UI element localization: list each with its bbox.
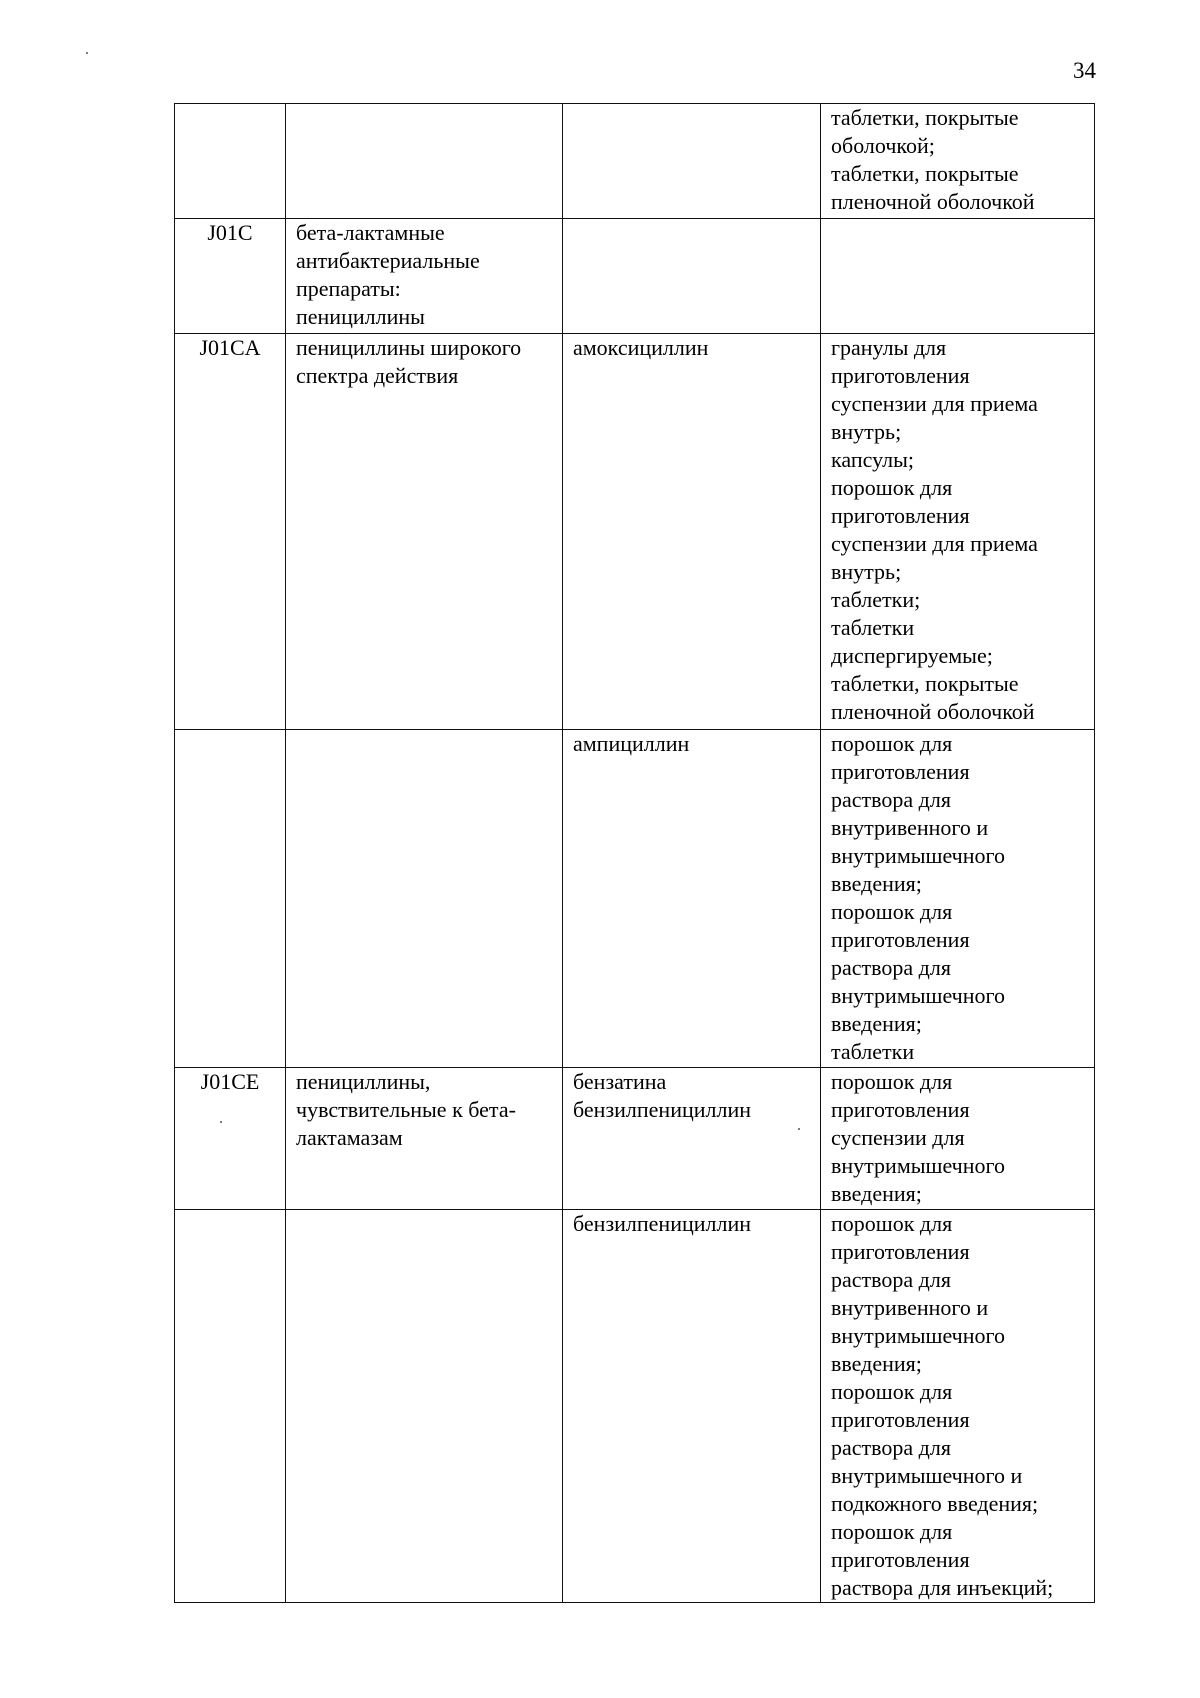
- drug-cell: [563, 219, 821, 334]
- table-row: [175, 334, 1095, 730]
- dosage-forms: таблетки, покрытые оболочкой; таблетки, покрытые пленочной оболочкой: [831, 105, 1035, 214]
- group-cell: [286, 334, 563, 730]
- group-cell: [286, 1068, 563, 1210]
- group-cell: [286, 730, 563, 1068]
- group-cell: [286, 219, 563, 334]
- drug-cell: [563, 730, 821, 1068]
- forms-cell: [821, 219, 1095, 334]
- drug-name: ампициллин: [573, 731, 690, 756]
- forms-cell: [821, 1210, 1095, 1603]
- forms-cell: [821, 730, 1095, 1068]
- medication-table: [174, 103, 1095, 1603]
- dosage-forms: гранулы для приготовления суспензии для приема внутрь; капсулы; порошок для приготовления суспензии для приема внутрь; таблетки; таблетки диспергируемые; таблетки, покрытые пленочной оболочкой: [831, 335, 1038, 724]
- dosage-forms: порошок для приготовления раствора для внутривенного и внутримышечного введения; порошок для приготовления раствора для внутримышечного и подкожного введения; порошок для приготовления раствора для инъекций;: [831, 1211, 1054, 1600]
- forms-cell: [821, 334, 1095, 730]
- table-row: [175, 104, 1095, 219]
- atc-code-cell: [175, 334, 286, 730]
- group-cell: [286, 1210, 563, 1603]
- atc-code: J01CA: [199, 335, 261, 360]
- dosage-forms: порошок для приготовления раствора для внутривенного и внутримышечного введения; порошок для приготовления раствора для внутримышечного введения; таблетки: [831, 731, 1005, 1064]
- drug-name: амоксициллин: [573, 335, 709, 360]
- table-row: [175, 1210, 1095, 1603]
- group-cell: [286, 104, 563, 219]
- drug-cell: [563, 1068, 821, 1210]
- drug-cell: [563, 104, 821, 219]
- atc-code: J01C: [207, 220, 253, 245]
- table-row: [175, 1068, 1095, 1210]
- drug-name: бензатина бензилпенициллин: [573, 1069, 752, 1122]
- atc-code-cell: [175, 730, 286, 1068]
- atc-code-cell: [175, 104, 286, 219]
- pharmacological-group: бета-лактамные антибактериальные препараты: пенициллины: [296, 220, 480, 329]
- table-row: [175, 730, 1095, 1068]
- atc-code-cell: [175, 219, 286, 334]
- atc-code-cell: [175, 1210, 286, 1603]
- forms-cell: [821, 104, 1095, 219]
- pharmacological-group: пенициллины широкого спектра действия: [296, 335, 522, 388]
- drug-cell: [563, 1210, 821, 1603]
- table-row: [175, 219, 1095, 334]
- dosage-forms: порошок для приготовления суспензии для внутримышечного введения;: [831, 1069, 1005, 1206]
- atc-code: J01CE: [200, 1069, 260, 1094]
- drug-cell: [563, 334, 821, 730]
- forms-cell: [821, 1068, 1095, 1210]
- page-number: 34: [1073, 58, 1096, 83]
- pharmacological-group: пенициллины, чувствительные к бета- лактамазам: [296, 1069, 516, 1150]
- drug-name: бензилпенициллин: [573, 1211, 752, 1236]
- atc-code-cell: [175, 1068, 286, 1210]
- scan-speck: [86, 52, 88, 54]
